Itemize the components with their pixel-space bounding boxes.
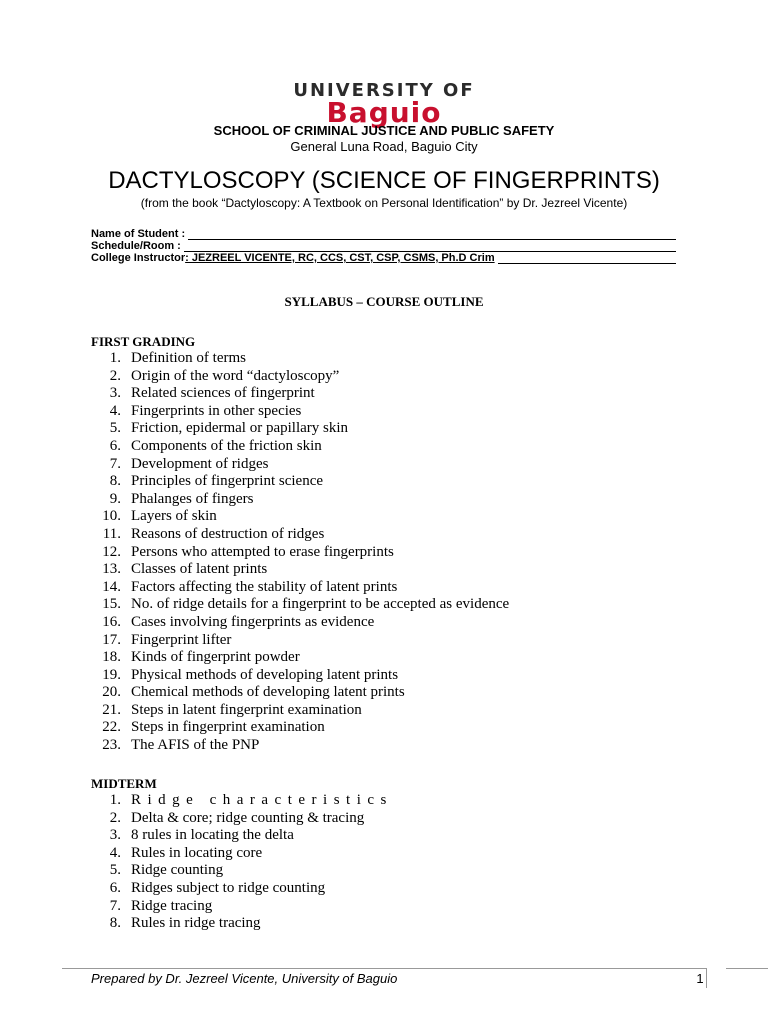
logo-main-text: Baguio (326, 96, 442, 129)
instructor-value: : JEZREEL VICENTE, RC, CCS, CST, CSP, CSMS, Ph.D Crim (185, 252, 495, 264)
list-item-number: 2. (109, 367, 121, 384)
list-item-text: Components of the friction skin (131, 437, 322, 454)
school-address: General Luna Road, Baguio City (290, 139, 478, 154)
list-item-number: 19. (102, 666, 121, 683)
schedule-room-row (91, 240, 676, 252)
footer-prepared-by: Prepared by Dr. Jezreel Vicente, University of Baguio (91, 971, 398, 986)
list-item-text: Ridge counting (131, 862, 224, 879)
list-item-text: Persons who attempted to erase fingerprints (131, 543, 394, 560)
list-item-text: Rules in locating core (131, 844, 263, 861)
list-item (91, 845, 393, 863)
instructor-row (91, 252, 676, 264)
list-item (91, 385, 509, 403)
list-item-text: Delta & core; ridge counting & tracing (131, 809, 365, 826)
list-item (91, 862, 393, 880)
list-item (91, 420, 509, 438)
list-item (91, 880, 393, 898)
list-item-number: 12. (102, 543, 121, 560)
list-item-text: Origin of the word “dactyloscopy” (131, 367, 340, 384)
list-item-number: 10. (102, 508, 121, 525)
list-item-text: No. of ridge details for a fingerprint to be accepted as evidence (131, 596, 510, 613)
list-item-number: 15. (102, 596, 121, 613)
list-item-number: 2. (109, 809, 121, 826)
list-item-number: 21. (102, 701, 121, 718)
list-item-number: 8. (109, 473, 121, 490)
list-item-text: Development of ridges (131, 455, 269, 472)
footer-divider (62, 968, 706, 969)
list-item (91, 579, 509, 597)
list-item-number: 5. (109, 862, 121, 879)
midterm-list (91, 792, 393, 933)
list-item-text: Ridge characteristics (131, 792, 393, 808)
list-item (91, 596, 509, 614)
list-item-text: Ridges subject to ridge counting (131, 879, 326, 896)
list-item-text: Fingerprints in other species (131, 402, 302, 419)
list-item-number: 17. (102, 631, 121, 648)
list-item (91, 508, 509, 526)
list-item (91, 649, 509, 667)
list-item (91, 456, 509, 474)
list-item (91, 737, 509, 755)
list-item (91, 526, 509, 544)
first-grading-heading: FIRST GRADING (91, 334, 196, 349)
student-info-form (91, 228, 676, 264)
list-item-text: Related sciences of fingerprint (131, 385, 315, 402)
list-item-number: 4. (109, 844, 121, 861)
list-item-number: 1. (109, 792, 121, 808)
list-item-text: The AFIS of the PNP (131, 737, 260, 754)
list-item-number: 7. (109, 897, 121, 914)
school-name: SCHOOL OF CRIMINAL JUSTICE AND PUBLIC SAFETY (213, 123, 555, 138)
list-item (91, 403, 509, 421)
list-item-number: 6. (109, 437, 121, 454)
list-item (91, 702, 509, 720)
schedule-room-label: Schedule/Room : (91, 240, 181, 252)
list-item (91, 898, 393, 916)
student-name-row (91, 228, 676, 240)
midterm-section (91, 775, 393, 933)
list-item-text: Classes of latent prints (131, 561, 268, 578)
schedule-room-field[interactable] (184, 241, 676, 252)
list-item-text: Kinds of fingerprint powder (131, 649, 300, 666)
student-name-field[interactable] (188, 229, 676, 240)
list-item (91, 827, 393, 845)
list-item (91, 792, 393, 810)
list-item (91, 491, 509, 509)
list-item-text: Steps in latent fingerprint examination (131, 701, 362, 718)
syllabus-title: SYLLABUS – COURSE OUTLINE (284, 294, 484, 309)
list-item-number: 8. (109, 915, 121, 932)
list-item (91, 915, 393, 933)
list-item-text: Definition of terms (131, 350, 246, 366)
first-grading-section (91, 333, 509, 755)
list-item (91, 473, 509, 491)
list-item (91, 561, 509, 579)
midterm-heading: MIDTERM (91, 776, 157, 791)
list-item-text: Steps in fingerprint examination (131, 719, 325, 736)
list-item-text: Ridge tracing (131, 897, 213, 914)
document-subtitle: (from the book “Dactyloscopy: A Textbook on Personal Identification” by Dr. Jezreel Vicente) (140, 196, 628, 210)
page-number: 1 (696, 971, 704, 986)
list-item-number: 5. (109, 420, 121, 437)
list-item-text: Cases involving fingerprints as evidence (131, 613, 375, 630)
university-logo (0, 80, 768, 129)
list-item-number: 7. (109, 455, 121, 472)
list-item (91, 614, 509, 632)
list-item (91, 719, 509, 737)
list-item-text: Layers of skin (131, 508, 217, 525)
list-item-number: 14. (102, 578, 121, 595)
list-item-number: 1. (109, 350, 121, 366)
first-grading-list (91, 350, 509, 755)
list-item-number: 11. (102, 525, 121, 542)
list-item-text: Physical methods of developing latent prints (131, 666, 399, 683)
instructor-label: College Instructor (91, 252, 186, 264)
list-item-number: 16. (102, 613, 121, 630)
list-item (91, 350, 509, 368)
list-item-number: 18. (102, 649, 121, 666)
list-item (91, 684, 509, 702)
list-item-number: 3. (109, 385, 121, 402)
list-item-text: Phalanges of fingers (131, 490, 254, 507)
list-item-number: 3. (109, 827, 121, 844)
list-item (91, 368, 509, 386)
list-item (91, 438, 509, 456)
list-item-text: Reasons of destruction of ridges (131, 525, 325, 542)
list-item-text: 8 rules in locating the delta (131, 827, 294, 844)
list-item-text: Rules in ridge tracing (131, 915, 261, 932)
list-item-number: 13. (102, 561, 121, 578)
list-item-number: 4. (109, 402, 121, 419)
footer-divider-right (726, 968, 768, 969)
list-item-text: Friction, epidermal or papillary skin (131, 420, 349, 437)
list-item-number: 22. (102, 719, 121, 736)
list-item-number: 9. (109, 490, 121, 507)
list-item-text: Factors affecting the stability of latent prints (131, 578, 398, 595)
list-item (91, 667, 509, 685)
student-name-label: Name of Student : (91, 228, 186, 240)
instructor-underline (498, 253, 676, 264)
list-item-text: Fingerprint lifter (131, 631, 232, 648)
document-title: DACTYLOSCOPY (SCIENCE OF FINGERPRINTS) (108, 167, 660, 194)
logo-top-text: UNIVERSITY OF (293, 80, 475, 101)
list-item-number: 6. (109, 879, 121, 896)
list-item-text: Principles of fingerprint science (131, 473, 324, 490)
list-item-text: Chemical methods of developing latent prints (131, 684, 405, 701)
list-item (91, 544, 509, 562)
list-item (91, 810, 393, 828)
list-item-number: 20. (102, 684, 121, 701)
list-item-number: 23. (102, 737, 121, 754)
list-item (91, 632, 509, 650)
